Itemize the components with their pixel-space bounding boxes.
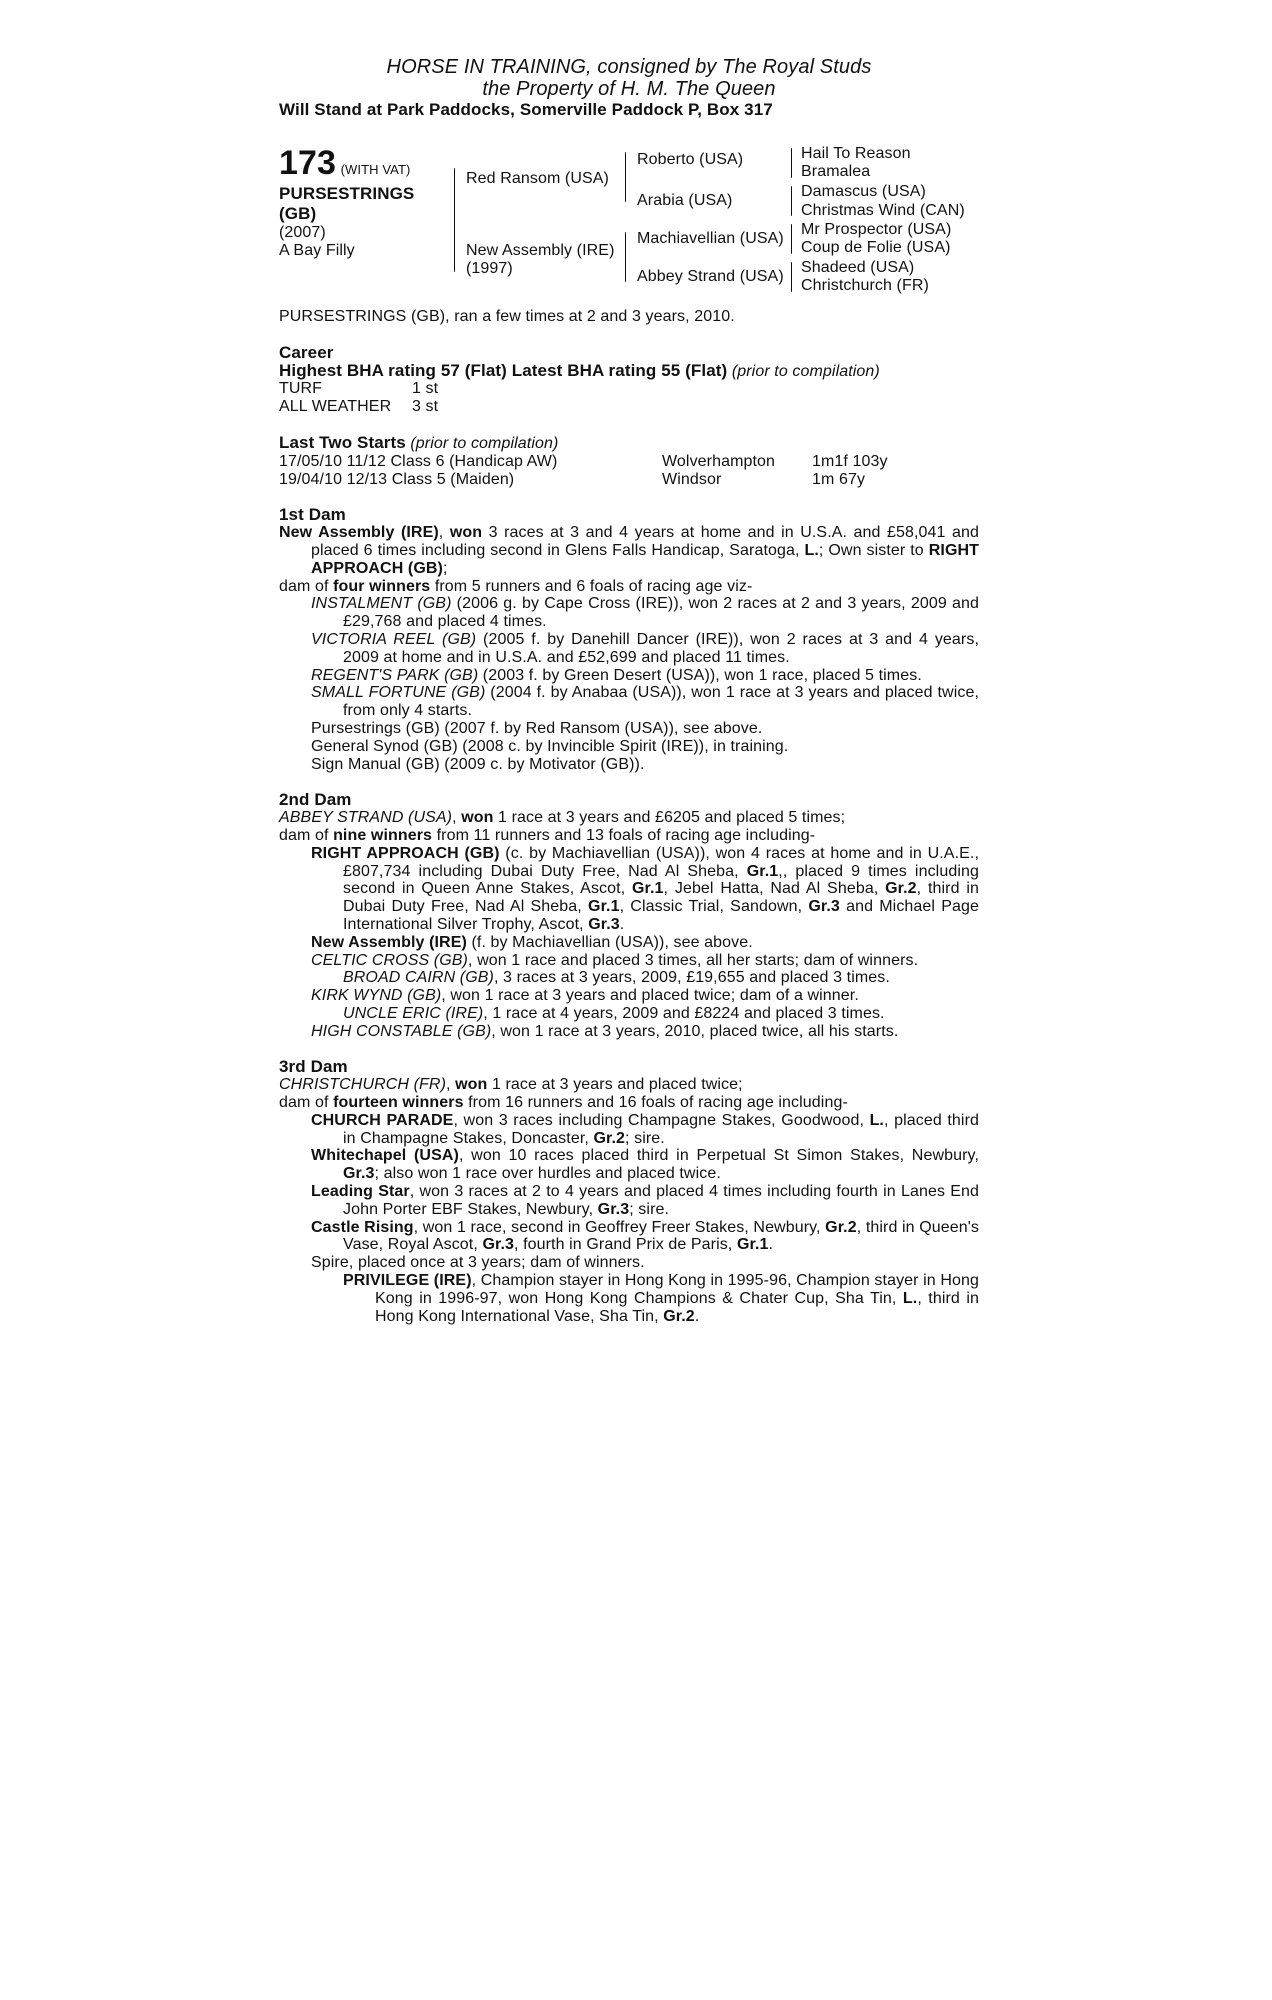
- horse-year: (2007): [279, 224, 326, 241]
- header-location: Will Stand at Park Paddocks, Somerville Paddock P, Box 317: [279, 100, 773, 119]
- produce-item: KIRK WYND (GB), won 1 race at 3 years and placed twice; dam of a winner.: [311, 987, 859, 1005]
- dam-produce-intro: dam of fourteen winners from 16 runners and 16 foals of racing age including-: [279, 1094, 848, 1112]
- lot-identity: [279, 146, 454, 260]
- produce-item: PRIVILEGE (IRE), Champion stayer in Hong Kong in 1995-96, Champion stayer in Hong Kong in 1996-97, won Hong Kong Champions & Chater Cup, Sha Tin, L., third in Hong Kong International Vase, Sha Tin, Gr.2.: [343, 1272, 980, 1325]
- pedigree-dsd: Coup de Folie (USA): [801, 239, 951, 256]
- produce-item: Spire, placed once at 3 years; dam of winners.: [311, 1254, 645, 1272]
- catalogue-page: [279, 56, 979, 1325]
- start-row: 19/04/10 12/13 Class 5 (Maiden) Windsor 1m 67y: [279, 470, 866, 488]
- header-consignor: HORSE IN TRAINING, consigned by The Royal Studs: [386, 56, 872, 78]
- produce-item: HIGH CONSTABLE (GB), won 1 race at 3 years, 2010, placed twice, all his starts.: [311, 1022, 899, 1040]
- pedigree-sire-dam: Arabia (USA): [637, 192, 733, 209]
- header-owner: the Property of H. M. The Queen: [482, 78, 776, 100]
- second-dam-section: [279, 791, 979, 1040]
- section-title: Career: [279, 342, 334, 362]
- produce-item: Castle Rising, won 1 race, second in Geoffrey Freer Stakes, Newbury, Gr.2, third in Queen's Vase, Royal Ascot, Gr.3, fourth in Grand Prix de Paris, Gr.1.: [311, 1218, 979, 1254]
- pedigree-brace: [454, 168, 455, 272]
- last-starts-section: [279, 434, 979, 488]
- pedigree-ddd: Christchurch (FR): [801, 277, 929, 294]
- pedigree-brace: [791, 148, 792, 178]
- pedigree-brace: [791, 186, 792, 216]
- produce-item: VICTORIA REEL (GB) (2005 f. by Danehill Dancer (IRE)), won 2 races at 3 and 4 years, 2009 at home and in U.S.A. and £52,699 and placed 11 times.: [311, 630, 979, 666]
- start-row: 17/05/10 11/12 Class 6 (Handicap AW) Wolverhampton 1m1f 103y: [279, 452, 888, 470]
- career-section: [279, 344, 979, 416]
- pedigree-dam-sire: Machiavellian (USA): [637, 230, 784, 247]
- pedigree-dds: Shadeed (USA): [801, 259, 915, 276]
- pedigree-sire: Red Ransom (USA): [466, 170, 609, 187]
- pedigree-brace: [625, 152, 626, 202]
- horse-country: (GB): [279, 204, 317, 223]
- produce-item: REGENT'S PARK (GB) (2003 f. by Green Desert (USA)), won 1 race, placed 5 times.: [311, 666, 922, 684]
- pedigree-brace: [791, 262, 792, 292]
- produce-item: General Synod (GB) (2008 c. by Invincible Spirit (IRE)), in training.: [311, 737, 789, 755]
- rating-note: (prior to compilation): [731, 362, 880, 380]
- produce-item: CELTIC CROSS (GB), won 1 race and placed 3 times, all her starts; dam of winners.: [311, 951, 919, 969]
- vat-note: (WITH VAT): [340, 162, 411, 177]
- section-title: 3rd Dam: [279, 1057, 348, 1077]
- pedigree-dam: New Assembly (IRE): [466, 242, 615, 259]
- produce-item: Whitechapel (USA), won 10 races placed third in Perpetual St Simon Stakes, Newbury, Gr.3; also won 1 race over hurdles and placed twice.: [311, 1147, 979, 1183]
- produce-item: INSTALMENT (GB) (2006 g. by Cape Cross (IRE)), won 2 races at 2 and 3 years, 2009 and £29,768 and placed 4 times.: [311, 595, 979, 631]
- produce-item: Leading Star, won 3 races at 2 to 4 years and placed 4 times including fourth in Lanes End John Porter EBF Stakes, Newbury, Gr.3; sire.: [311, 1183, 979, 1218]
- dam-produce-intro: dam of nine winners from 11 runners and 13 foals of racing age including-: [279, 826, 816, 844]
- first-dam-section: [279, 506, 979, 773]
- section-title: Last Two Starts: [279, 432, 406, 452]
- dam-intro: ABBEY STRAND (USA), won 1 race at 3 years and £6205 and placed 5 times;: [279, 809, 846, 827]
- dam-intro: CHRISTCHURCH (FR), won 1 race at 3 years and placed twice;: [279, 1076, 743, 1094]
- pedigree-sdd: Christmas Wind (CAN): [801, 202, 965, 219]
- section-title: 1st Dam: [279, 505, 346, 525]
- horse-name: PURSESTRINGS: [279, 184, 415, 203]
- lot-block: [279, 146, 979, 306]
- produce-item: RIGHT APPROACH (GB) (c. by Machiavellian (USA)), won 4 races at home and in U.A.E., £807,734 including Dubai Duty Free, Nad Al Sheba, Gr.1,, placed 9 times including second in Queen Anne Stakes, Ascot, Gr.1, Jebel Hatta, Nad Al Sheba, Gr.2, third in Dubai Duty Free, Nad Al Sheba, Gr.1, Classic Trial, Sandown, Gr.3 and Michael Page International Silver Trophy, Ascot, Gr.3.: [311, 844, 980, 933]
- pedigree-ssd: Bramalea: [801, 163, 871, 180]
- starts-note: (prior to compilation): [410, 434, 559, 452]
- pedigree-sss: Hail To Reason: [801, 145, 911, 162]
- horse-description: A Bay Filly: [279, 241, 355, 259]
- produce-item: Sign Manual (GB) (2009 c. by Motivator (GB)).: [311, 755, 645, 773]
- pedigree-brace: [625, 232, 626, 282]
- pedigree-dam-year: (1997): [466, 260, 513, 277]
- career-row: TURF 1 st: [279, 380, 439, 398]
- lot-number: 173: [279, 144, 337, 182]
- produce-item: Pursestrings (GB) (2007 f. by Red Ransom (USA)), see above.: [311, 719, 763, 737]
- produce-item: BROAD CAIRN (GB), 3 races at 3 years, 2009, £19,655 and placed 3 times.: [343, 969, 890, 987]
- dam-produce-intro: dam of four winners from 5 runners and 6 foals of racing age viz-: [279, 577, 753, 595]
- pedigree-table: [454, 146, 1014, 306]
- produce-item: SMALL FORTUNE (GB) (2004 f. by Anabaa (USA)), won 1 race at 3 years and placed twice, from only 4 starts.: [311, 684, 980, 720]
- pedigree-brace: [791, 224, 792, 254]
- third-dam-section: [279, 1058, 979, 1325]
- produce-item: UNCLE ERIC (IRE), 1 race at 4 years, 2009 and £8224 and placed 3 times.: [343, 1004, 885, 1022]
- race-summary: PURSESTRINGS (GB), ran a few times at 2 and 3 years, 2010.: [279, 308, 735, 325]
- produce-item: CHURCH PARADE, won 3 races including Champagne Stakes, Goodwood, L., placed third in Champagne Stakes, Doncaster, Gr.2; sire.: [311, 1111, 979, 1147]
- pedigree-sds: Damascus (USA): [801, 183, 926, 200]
- career-row: ALL WEATHER 3 st: [279, 398, 439, 416]
- bha-rating: Highest BHA rating 57 (Flat) Latest BHA rating 55 (Flat): [279, 360, 728, 380]
- pedigree-dam-dam: Abbey Strand (USA): [637, 268, 784, 285]
- section-title: 2nd Dam: [279, 790, 352, 810]
- dam-intro: New Assembly (IRE), won 3 races at 3 and 4 years at home and in U.S.A. and £58,041 and placed 6 times including second in Glens Falls Handicap, Saratoga, L.; Own sister to RIGHT APPROACH (GB);: [279, 524, 980, 577]
- produce-item: New Assembly (IRE) (f. by Machiavellian (USA)), see above.: [311, 933, 753, 951]
- pedigree-sire-sire: Roberto (USA): [637, 151, 744, 168]
- pedigree-dss: Mr Prospector (USA): [801, 221, 952, 238]
